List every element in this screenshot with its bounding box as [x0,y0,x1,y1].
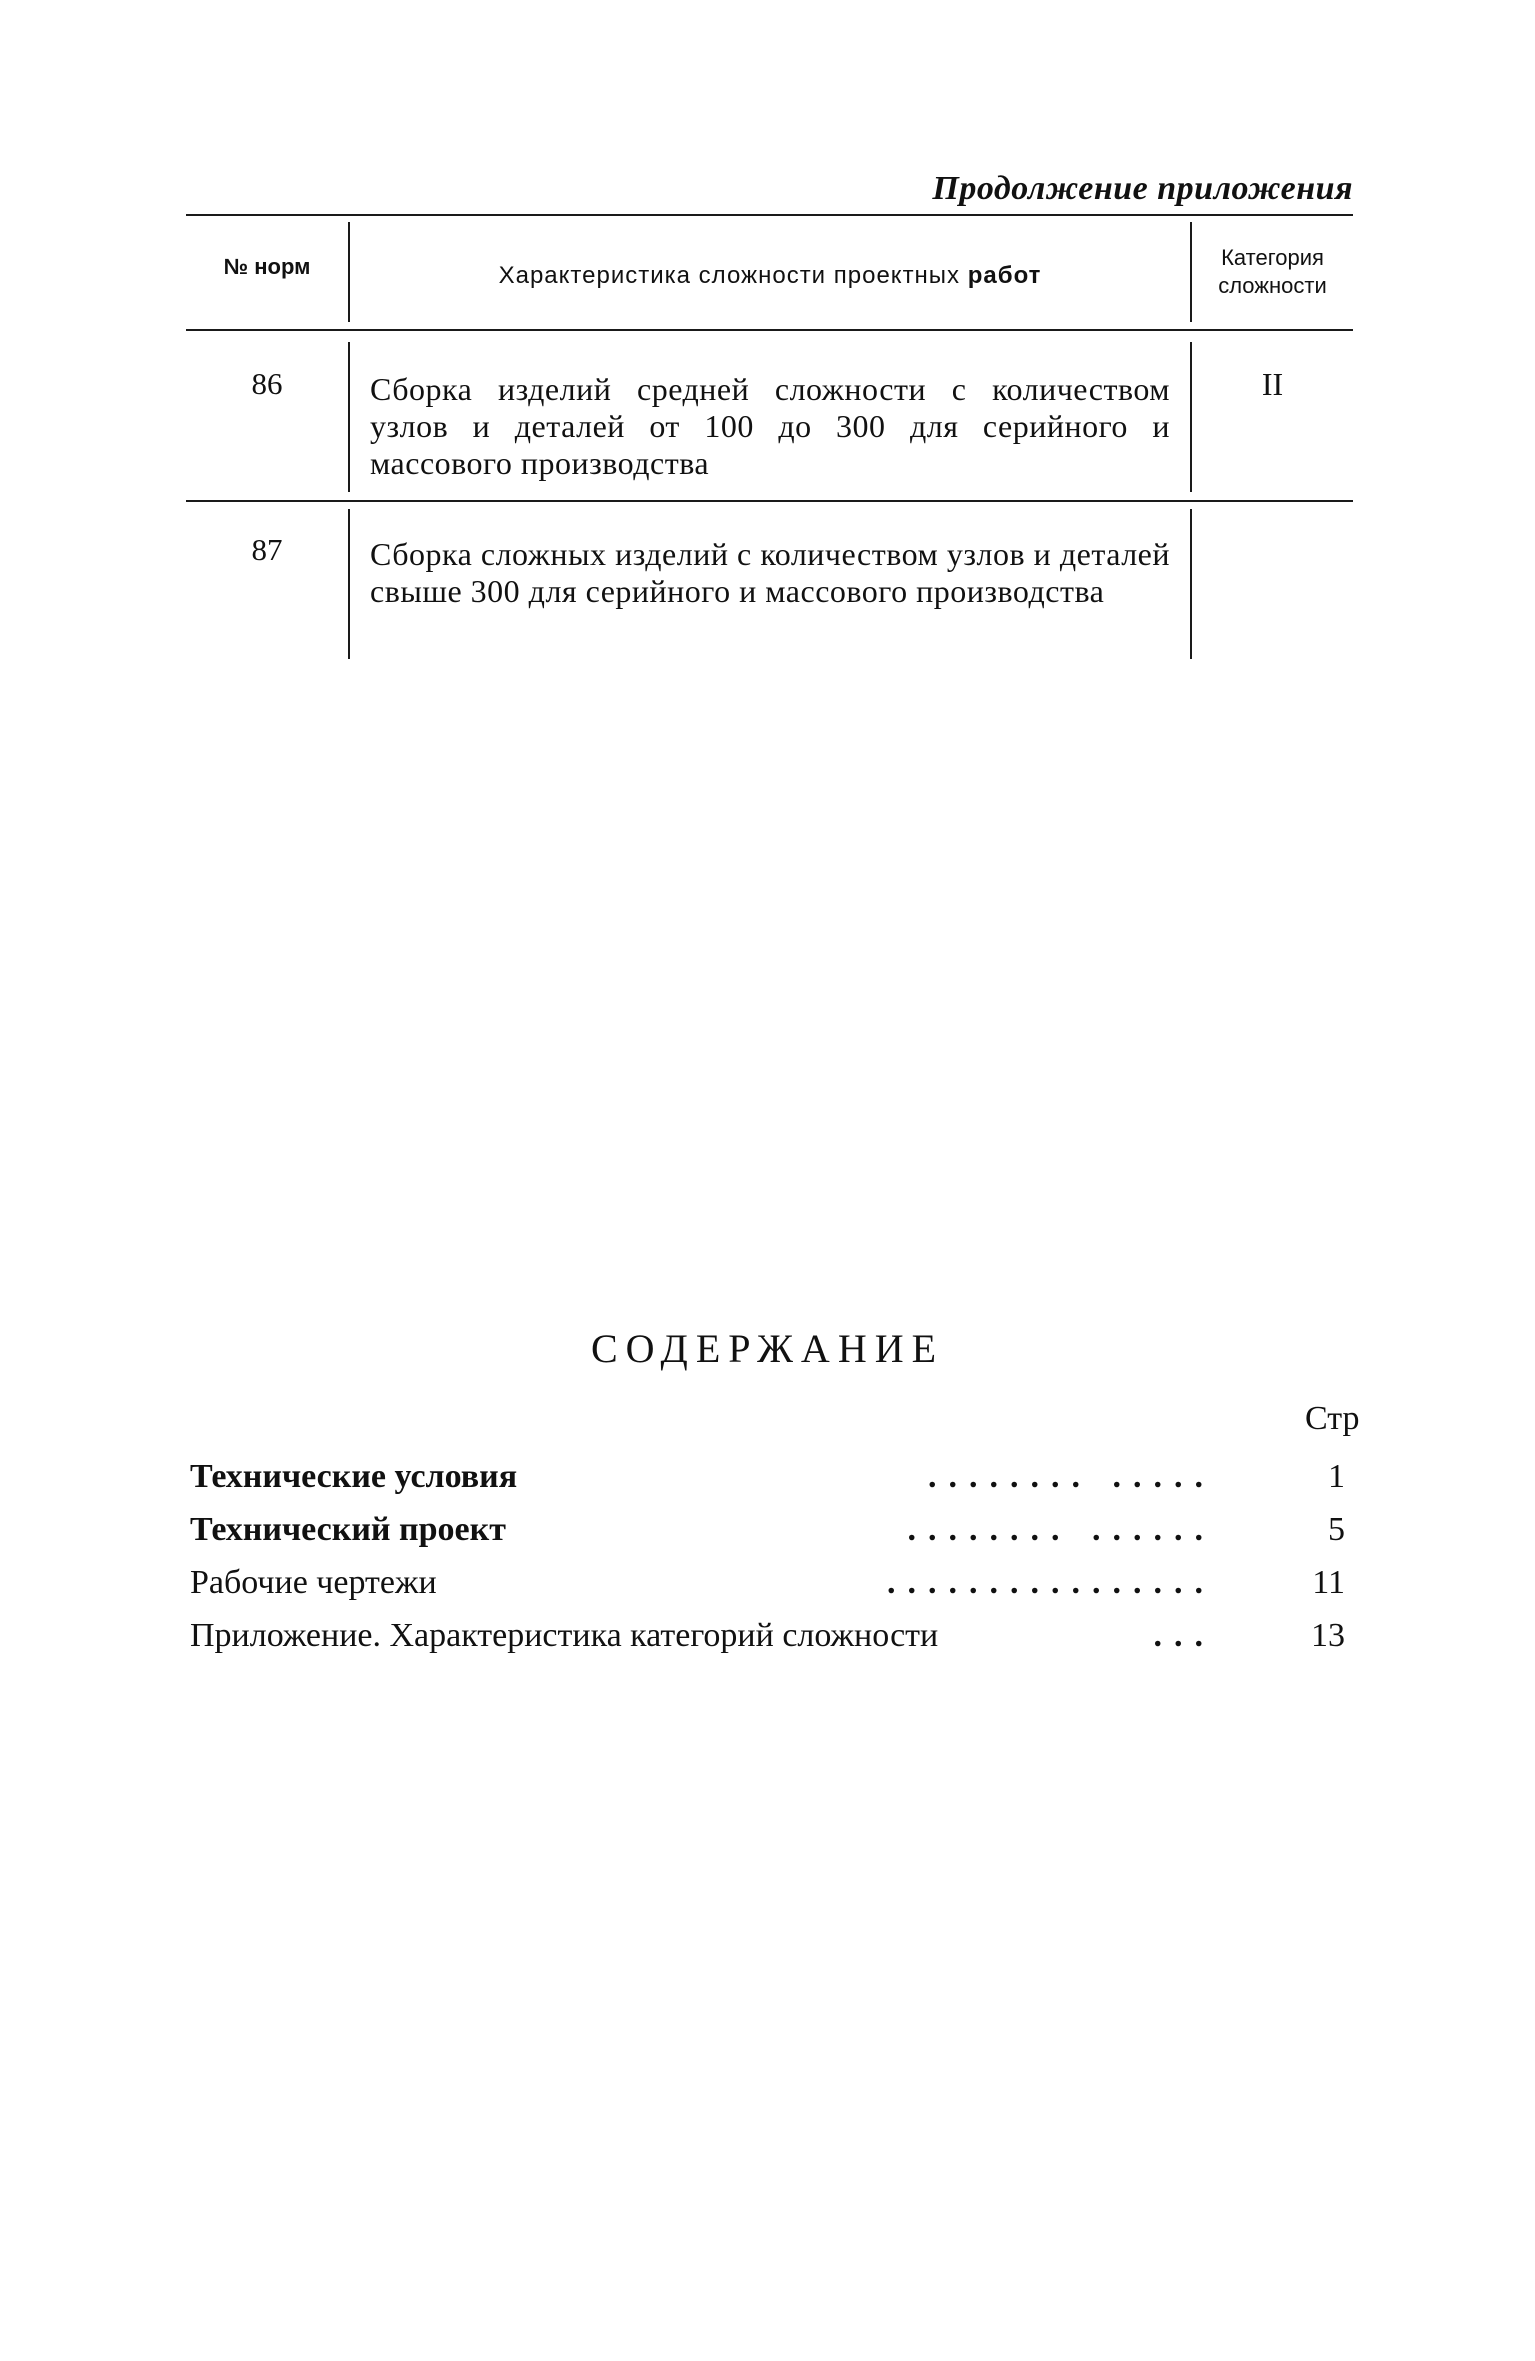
header-bottom-rule [186,329,1353,331]
contents-title: СОДЕРЖАНИЕ [590,1326,945,1371]
row-divider-rule [186,500,1353,502]
toc-item-page: 13 [1311,1617,1345,1654]
toc-item[interactable] [190,1508,1365,1552]
header-description [350,262,1190,290]
column-divider [348,509,350,659]
toc-item-title: Рабочие чертежи [190,1564,437,1601]
toc-item[interactable] [190,1561,1365,1605]
row-category: II [1261,366,1284,402]
toc-item-page: 11 [1312,1564,1345,1601]
toc-item-page: 1 [1328,1458,1345,1495]
row-description: Сборка изделий средней сложности с количеством узлов и деталей от 100 до 300 для серийного и массового производства [370,371,1170,481]
header-number: № норм [223,254,311,279]
row-description: Сборка сложных изделий с количеством узлов и деталей свыше 300 для серийного и массового производства [370,536,1170,609]
row-number: 86 [251,366,283,401]
toc-item-title: Технический проект [190,1511,506,1548]
header-category-line: сложности [1218,273,1327,298]
toc-leader-dots: ........ ..... [928,1458,1215,1495]
toc-item[interactable] [190,1455,1365,1499]
toc-item-page: 5 [1328,1511,1345,1548]
continuation-label: Продолжение приложения [932,170,1353,207]
header-description-text: Характеристика сложности проектных [498,262,968,289]
header-category-line: Категория [1221,245,1324,270]
header-category [1192,244,1353,300]
toc-item-title: Технические условия [190,1458,518,1495]
toc-leader-dots: ... [1153,1617,1215,1654]
page-column-header: Стр [1305,1400,1360,1437]
toc-item[interactable] [190,1614,1365,1658]
column-divider [1190,342,1192,492]
header-description-text-bold: работ [967,262,1042,289]
toc-leader-dots: ................ [887,1564,1215,1601]
table-top-rule [186,214,1353,216]
toc-leader-dots: ........ ...... [907,1511,1215,1548]
toc-item-title: Приложение. Характеристика категорий сложности [190,1617,939,1654]
column-divider [348,342,350,492]
row-number: 87 [251,532,283,567]
column-divider [1190,509,1192,659]
